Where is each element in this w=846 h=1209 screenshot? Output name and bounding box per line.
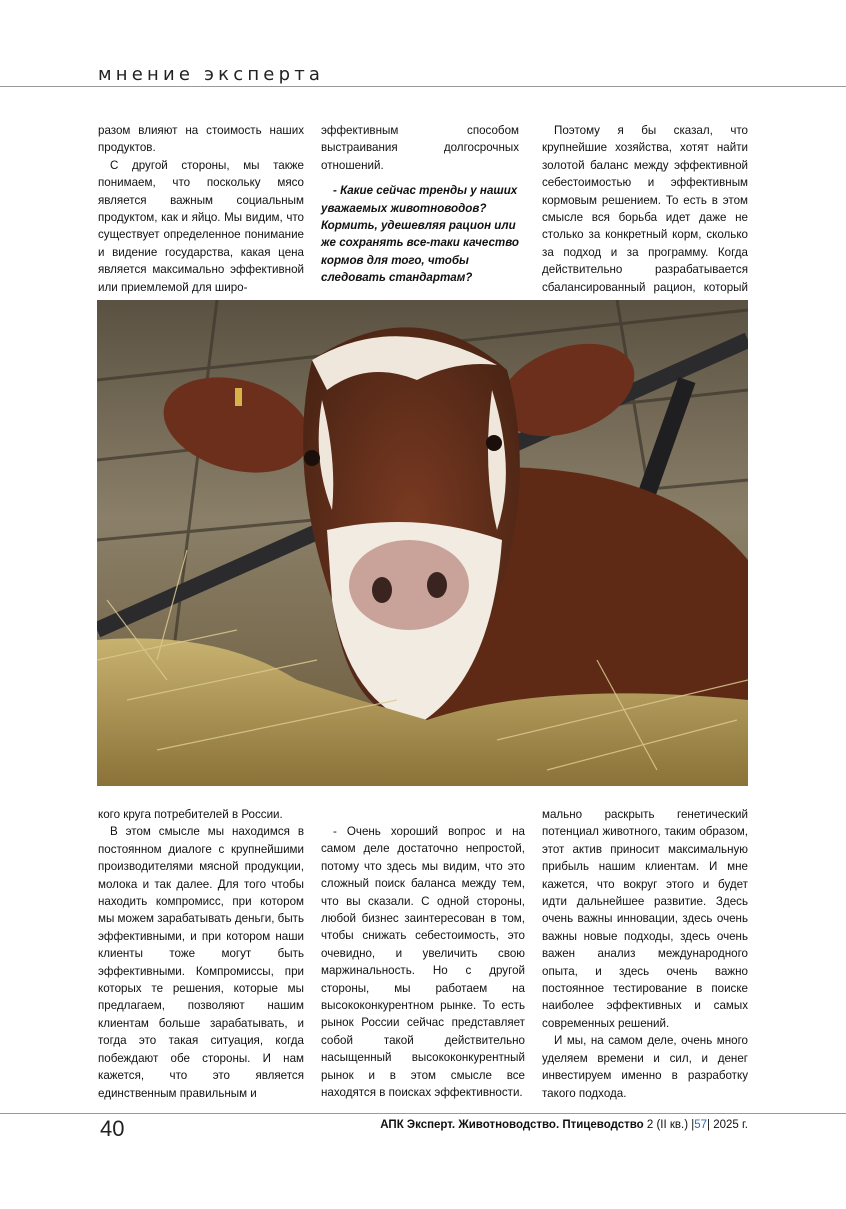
bottom-column-2 [321,823,525,1102]
top-column-2 [321,122,519,287]
issue-year: | 2025 г. [707,1119,748,1131]
journal-footer [380,1119,748,1131]
paragraph: И мы, на самом деле, очень много уделяем времени и сил, и денег инвестируем именно в разработку такого подхода. [542,1034,748,1100]
interview-question: - Какие сейчас тренды у наших уважаемых животноводов? Кормить, удешевляя рацион или же сохранять все-таки качество кормов для того, чтобы следовать стандартам? [321,184,519,285]
paragraph: мально раскрыть генетический потенциал животного, таким образом, этот актив приносит максимальную прибыль нашим клиентам. И мне кажется, что вокруг этого и будет идти дальнейшее развитие. Здесь очень важны инновации, здесь очень важны новые подходы, здесь очень важен анализ международного опыта, и здесь очень важно постоянное тестирование в поиске наиболее эффективных и самых современных решений. [542,808,748,1030]
paragraph: В этом смысле мы находимся в постоянном диалоге с крупнейшими производителями мясной продукции, молока и так далее. Для того чтобы находить компромисс, при котором мы можем зарабатывать деньги, быть эффективными, и при котором наши клиенты тоже могут быть эффективными. Компромиссы, при которых те решения, которые мы предлагаем, позволяют нашим клиентам больше зарабатывать, и тогда это такая ситуация, когда побеждают обе стороны. И нам кажется, что это является единственным правильным и [98,825,304,1100]
issue-info: 2 (II кв.) | [646,1119,695,1131]
cow-photo [97,300,748,786]
paragraph: эффективным способом выстраивания долгосрочных отношений. [321,124,519,172]
issue-number: 57 [694,1119,708,1131]
paragraph: кого круга потребителей в России. [98,808,283,821]
paragraph: - Очень хороший вопрос и на самом деле достаточно непростой, потому что здесь мы видим, что это сложный поиск баланса между тем, что вы сказали. С одной стороны, любой бизнес заинтересован в том, чтобы снижать себестоимость, это очевидно, и увеличить свою маржинальность. Но с другой стороны, мы работаем на высококонкурентном рынке. То есть рынок России сейчас представляет собой такой действительно насыщенный высококонкурентный рынок и в этом смысле все находятся в поисках эффективности. [321,825,525,1100]
paragraph: С другой стороны, мы также понимаем, что поскольку мясо является важным социальным продуктом, как и яйцо. Мы видим, что существует определенное понимание и видение государства, какая цена является максимально эффективной или приемлемой для широ- [98,158,304,294]
paragraph: Поэтому я бы сказал, что крупнейшие хозяйства, хотят найти золотой баланс между эффективной себестоимостью и эффективным кормовым решением. То есть в этом смысле вся борьба идет даже не столько за конкретный корм, сколько за подход и за программу. Когда действительно разрабатывается сбалансированный рацион, который [542,124,748,294]
footer-rule [0,1113,846,1114]
section-rubric: мнение эксперта [98,64,325,85]
paragraph: разом влияют на стоимость наших продуктов. [98,124,304,155]
top-column-3 [542,122,748,313]
bottom-column-3 [542,806,748,1102]
top-column-1 [98,122,304,296]
header-rule [0,86,846,87]
bottom-column-1 [98,806,304,1102]
journal-name: АПК Эксперт. Животноводство. Птицеводство [380,1119,644,1131]
page-number: 40 [100,1116,125,1141]
